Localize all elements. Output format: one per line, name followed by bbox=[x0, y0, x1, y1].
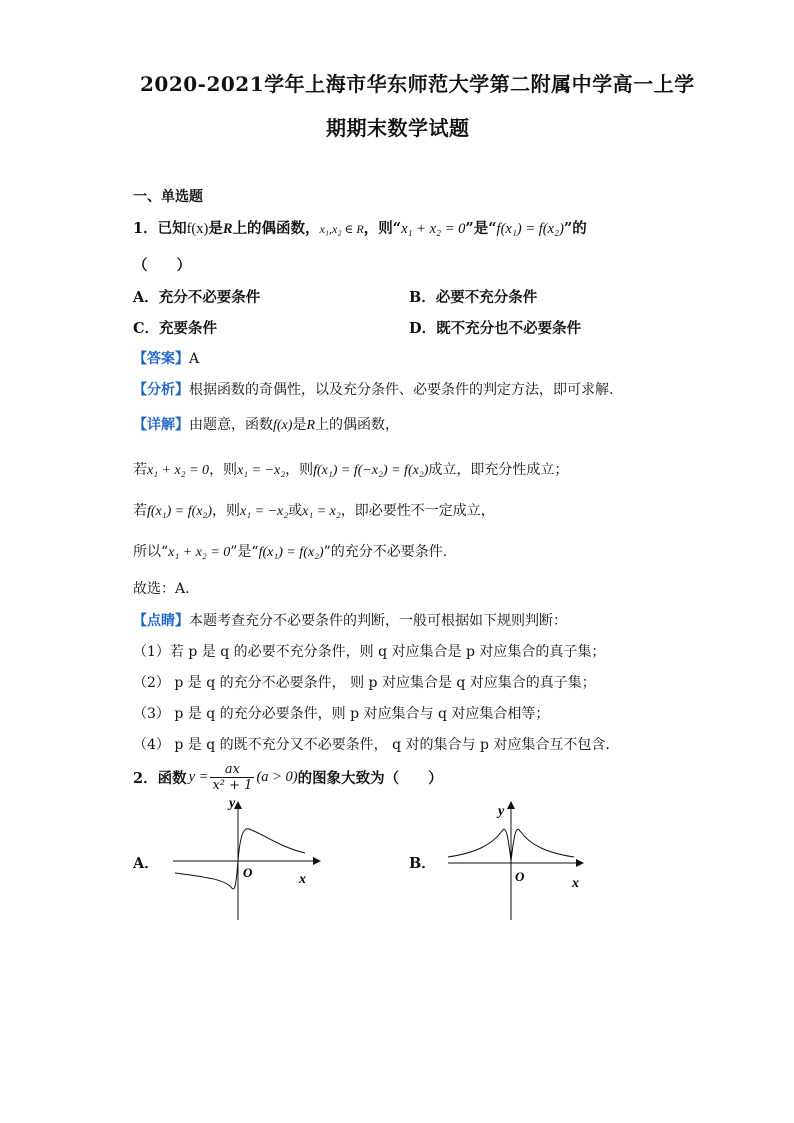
line-b-t1: 若 bbox=[133, 503, 147, 519]
q1-analysis bbox=[133, 379, 613, 399]
q2-fraction bbox=[210, 762, 254, 793]
line-c-t1: 所以“ bbox=[133, 544, 169, 560]
answer-label: 【答案】 bbox=[133, 351, 189, 367]
q2-stem-end: 的图象大致为（ ） bbox=[297, 770, 443, 787]
detail-line-a bbox=[133, 459, 568, 479]
x-axis-arrow bbox=[313, 857, 321, 865]
answer-value: A bbox=[189, 351, 200, 367]
comment-text: 本题考查充分不必要条件的判断，一般可根据如下规则判断： bbox=[189, 613, 567, 629]
q2-stem-pre: 函数 bbox=[157, 770, 187, 787]
q2-y-eq: y = bbox=[188, 769, 209, 785]
line-a-t1: 若 bbox=[133, 462, 147, 478]
line-a-m2: x₁ = −x₂ bbox=[237, 463, 286, 478]
rule-1: （1）若 p 是 q 的必要不充分条件，则 q 对应集合是 p 对应集合的真子集； bbox=[133, 644, 606, 660]
line-c-m1: x₁ + x₂ = 0 bbox=[168, 545, 231, 560]
q1-R: R bbox=[222, 221, 233, 237]
q2-cond: (a > 0) bbox=[256, 769, 298, 785]
line-b-t2: ，则 bbox=[212, 503, 241, 519]
detail-pre: 由题意，函数 bbox=[189, 417, 273, 433]
q1-stem-end: ”的 bbox=[563, 220, 587, 237]
axis-y-label: y bbox=[498, 804, 505, 819]
line-a-m3: f(x₁) = f(−x₂) = f(x₂) bbox=[313, 463, 429, 478]
line-c-t3: ”的充分不必要条件. bbox=[323, 544, 448, 560]
rule-3: （3） p 是 q 的充分必要条件，则 p 对应集合与 q 对应集合相等； bbox=[133, 706, 550, 722]
q1-option-c[interactable]: C．充要条件 bbox=[133, 320, 218, 337]
q1-option-a[interactable]: A．充分不必要条件 bbox=[133, 289, 261, 306]
detail-fx: f(x) bbox=[273, 418, 293, 433]
detail-line-b bbox=[133, 500, 495, 520]
y-axis-arrow bbox=[507, 801, 515, 809]
line-c-t2: ”是“ bbox=[230, 544, 259, 560]
axis-x-label: x bbox=[299, 872, 306, 887]
rule-2: （2） p 是 q 的充分不必要条件， 则 p 对应集合是 q 对应集合的真子集； bbox=[133, 675, 596, 691]
curve-a bbox=[175, 829, 305, 889]
rule-4: （4） p 是 q 的既不充分又不必要条件， q 对的集合与 p 对应集合互不包含. bbox=[133, 737, 610, 753]
line-a-t4: 成立，即充分性成立； bbox=[428, 462, 569, 478]
q2-numerator: ax bbox=[210, 762, 254, 778]
q1-number: 1． bbox=[133, 220, 158, 237]
detail-end: 上的偶函数， bbox=[315, 417, 399, 433]
section-heading: 一、单选题 bbox=[133, 189, 203, 205]
axis-y-label: y bbox=[229, 796, 236, 811]
detail-R: R bbox=[306, 418, 315, 433]
analysis-label: 【分析】 bbox=[133, 382, 189, 398]
q2-number: 2． bbox=[133, 770, 158, 787]
line-b-t3: 或 bbox=[288, 503, 303, 519]
q1-detail bbox=[133, 414, 399, 434]
page-title-line2: 期期末数学试题 bbox=[326, 116, 470, 140]
axis-x-label: x bbox=[572, 876, 579, 891]
q1-choose: 故选：A. bbox=[133, 581, 190, 597]
line-a-m1: x₁ + x₂ = 0 bbox=[147, 463, 210, 478]
line-b-m2: x₁ = −x₂ bbox=[240, 504, 289, 519]
q2-option-b-label[interactable]: B． bbox=[409, 855, 436, 872]
line-c-m2: f(x₁) = f(x₂) bbox=[258, 545, 324, 560]
q1-blank: （ ） bbox=[133, 257, 191, 274]
question-1-stem bbox=[133, 217, 587, 238]
origin-label: O bbox=[243, 865, 253, 880]
q1-fx: f(x) bbox=[186, 221, 209, 237]
detail-line-c bbox=[133, 541, 447, 561]
q1-stem-mid3: ，则“ bbox=[363, 220, 402, 237]
q1-stem-pre: 已知 bbox=[157, 220, 187, 237]
detail-label: 【详解】 bbox=[133, 417, 189, 433]
q1-stem-mid4: ”是“ bbox=[465, 220, 497, 237]
q1-stem-mid1: 是 bbox=[208, 220, 223, 237]
detail-mid: 是 bbox=[292, 417, 307, 433]
line-b-t4: ，即必要性不一定成立， bbox=[340, 503, 495, 519]
line-b-m3: x₁ = x₂ bbox=[302, 504, 341, 519]
analysis-text: 根据函数的奇偶性，以及充分条件、必要条件的判定方法，即可求解. bbox=[189, 382, 614, 398]
q1-option-d[interactable]: D．既不充分也不必要条件 bbox=[409, 320, 582, 337]
q1-answer bbox=[133, 348, 199, 368]
q1-comment bbox=[133, 610, 567, 630]
q2-denominator: x² + 1 bbox=[212, 778, 253, 793]
q1-cond2: f(x₁) = f(x₂) bbox=[496, 221, 564, 237]
q1-cond1: x₁ + x₂ = 0 bbox=[401, 221, 466, 237]
q2-graph-b[interactable] bbox=[440, 795, 590, 925]
q1-option-b[interactable]: B．必要不充分条件 bbox=[409, 289, 538, 306]
line-a-t3: ，则 bbox=[285, 462, 314, 478]
line-a-t2: ，则 bbox=[209, 462, 238, 478]
x-axis-arrow bbox=[576, 859, 584, 867]
question-2-stem bbox=[133, 762, 443, 793]
q1-set-cond: x₁,x₂ ∈ R bbox=[319, 222, 364, 236]
q2-option-a-label[interactable]: A． bbox=[133, 855, 159, 872]
q1-stem-mid2: 上的偶函数， bbox=[232, 220, 320, 237]
comment-label: 【点睛】 bbox=[133, 613, 189, 629]
origin-label: O bbox=[515, 869, 525, 884]
q2-graph-a[interactable] bbox=[165, 795, 325, 925]
page-title-line1: 2020-2021学年上海市华东师范大学第二附属中学高一上学 bbox=[140, 72, 695, 96]
line-b-m1: f(x₁) = f(x₂) bbox=[147, 504, 213, 519]
